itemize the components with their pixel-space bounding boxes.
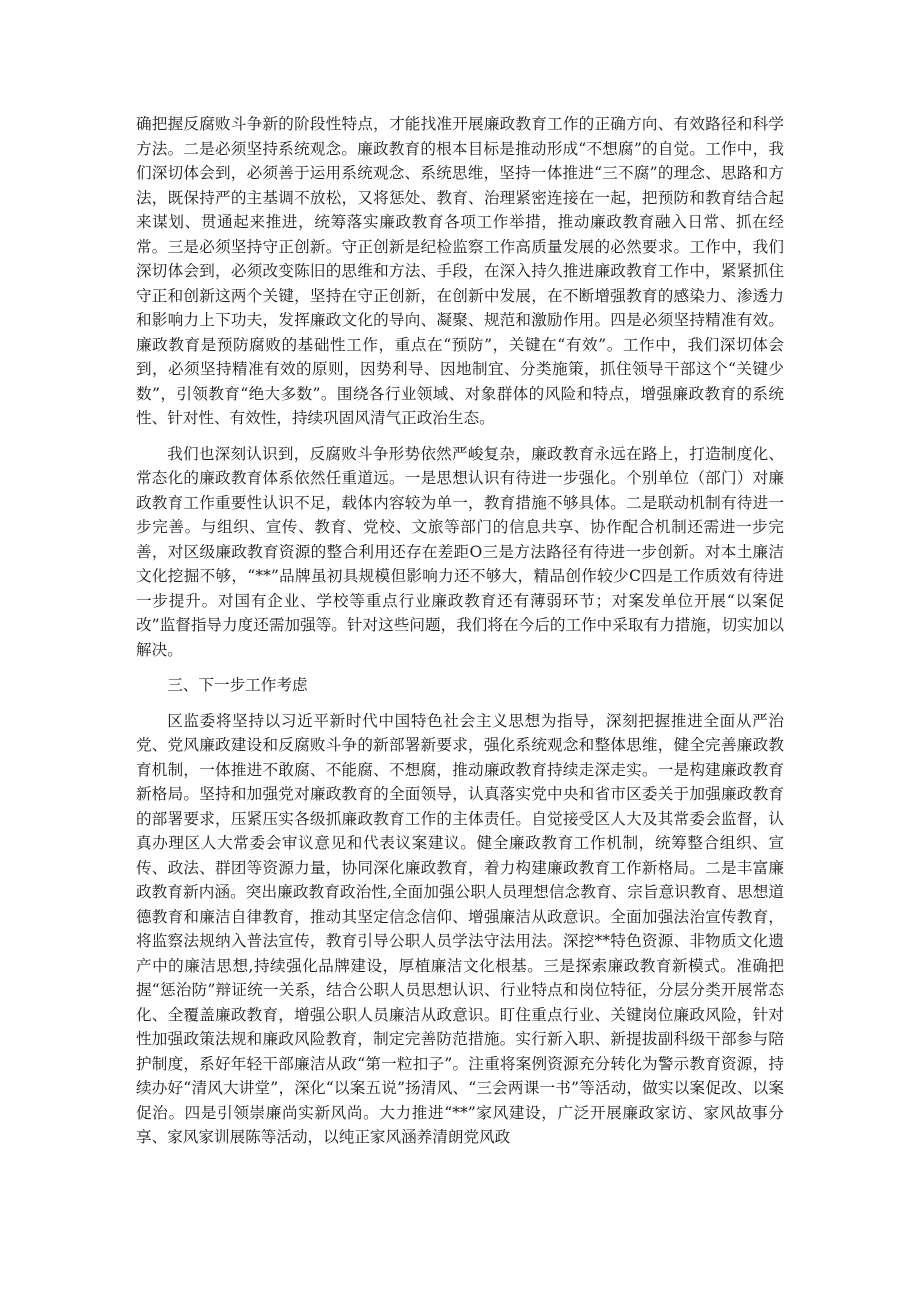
document-body bbox=[136, 112, 784, 1161]
paragraph-experience-continued: 确把握反腐败斗争新的阶段性特点，才能找准开展廉政教育工作的正确方向、有效路径和科学方法。二是必须坚持系统观念。廉政教育的根本目标是推动形成“不想腐”的自觉。工作中，我们深切体会到，必须善于运用系统观念、系统思维，坚持一体推进“三不腐”的理念、思路和方法，既保持严的主基调不放松，又将惩处、教育、治理紧密连接在一起，把预防和教育结合起来谋划、贯通起来推进，统筹落实廉政教育各项工作举措，推动廉政教育融入日常、抓在经常。三是必须坚持守正创新。守正创新是纪检监察工作高质量发展的必然要求。工作中，我们深切体会到，必须改变陈旧的思维和方法、手段，在深入持久推进廉政教育工作中，紧紧抓住守正和创新这两个关键，坚持在守正创新，在创新中发展，在不断增强教育的感染力、渗透力和影响力上下功夫，发挥廉政文化的导向、凝聚、规范和激励作用。四是必须坚持精准有效。廉政教育是预防腐败的基础性工作，重点在“预防”，关键在“有效”。工作中，我们深切体会到，必须坚持精准有效的原则，因势利导、因地制宜、分类施策，抓住领导干部这个“关键少数”，引领教育“绝大多数”。围绕各行业领域、对象群体的风险和特点，增强廉政教育的系统性、针对性、有效性，持续巩固风清气正政治生态。 bbox=[136, 115, 784, 427]
paragraph-next-steps: 区监委将坚持以习近平新时代中国特色社会主义思想为指导，深刻把握推进全面从严治党、党风廉政建设和反腐败斗争的新部署新要求，强化系统观念和整体思维，健全完善廉政教育机制，一体推进不敢腐、不能腐、不想腐，推动廉政教育持续走深走实。一是构建廉政教育新格局。坚持和加强党对廉政教育的全面领导，认真落实党中央和省市区委关于加强廉政教育的部署要求，压紧压实各级抓廉政教育工作的主体责任。自觉接受区人大及其常委会监督，认真办理区人大常委会审议意见和代表议案建议。健全廉政教育工作机制，统筹整合组织、宣传、政法、群团等资源力量，协同深化廉政教育，着力构建廉政教育工作新格局。二是丰富廉政教育新内涵。突出廉政教育政治性,全面加强公职人员理想信念教育、宗旨意识教育、思想道德教育和廉洁自律教育，推动其坚定信念信仰、增强廉洁从政意识。全面加强法治宣传教育，将监察法规纳入普法宣传，教育引导公职人员学法守法用法。深挖**特色资源、非物质文化遗产中的廉洁思想,持续强化品牌建设，厚植廉洁文化根基。三是探索廉政教育新模式。准确把握“惩治防”辩证统一关系，结合公职人员思想认识、行业特点和岗位特征，分层分类开展常态化、全覆盖廉政教育，增强公职人员廉洁从政意识。盯住重点行业、关键岗位廉政风险，针对性加强政策法规和廉政风险教育，制定完善防范措施。实行新入职、新提拔副科级干部参与陪护制度，系好年轻干部廉洁从政“第一粒扣子”。注重将案例资源充分转化为警示教育资源，持续办好“清风大讲堂”，深化“以案五说”扬清风、“三会两课一书”等活动，做实以案促改、以案促治。四是引领崇廉尚实新风尚。大力推进“**”家风建设，广泛开展廉政家访、家风故事分享、家风家训展陈等活动，以纯正家风涵养清朗党风政 bbox=[136, 711, 784, 1146]
paragraph-problems: 我们也深刻认识到，反腐败斗争形势依然严峻复杂，廉政教育永远在路上，打造制度化、常态化的廉政教育体系依然任重道远。一是思想认识有待进一步强化。个别单位（部门）对廉政教育工作重要性认识不足，载体内容较为单一，教育措施不够具体。二是联动机制有待进一步完善。与组织、宣传、教育、党校、文旅等部门的信息共享、协作配合机制还需进一步完善，对区级廉政教育资源的整合利用还存在差距O三是方法路径有待进一步创新。对本土廉洁文化挖掘不够，“**”品牌虽初具规模但影响力还不够大，精品创作较少C四是工作质效有待进一步提升。对国有企业、学校等重点行业廉政教育还有薄弱环节；对案发单位开展“以案促改”监督指导力度还需加强等。针对这些问题，我们将在今后的工作中采取有力措施，切实加以解决。 bbox=[136, 444, 784, 659]
section-heading-next-steps: 三、下一步工作考虑 bbox=[167, 676, 308, 694]
